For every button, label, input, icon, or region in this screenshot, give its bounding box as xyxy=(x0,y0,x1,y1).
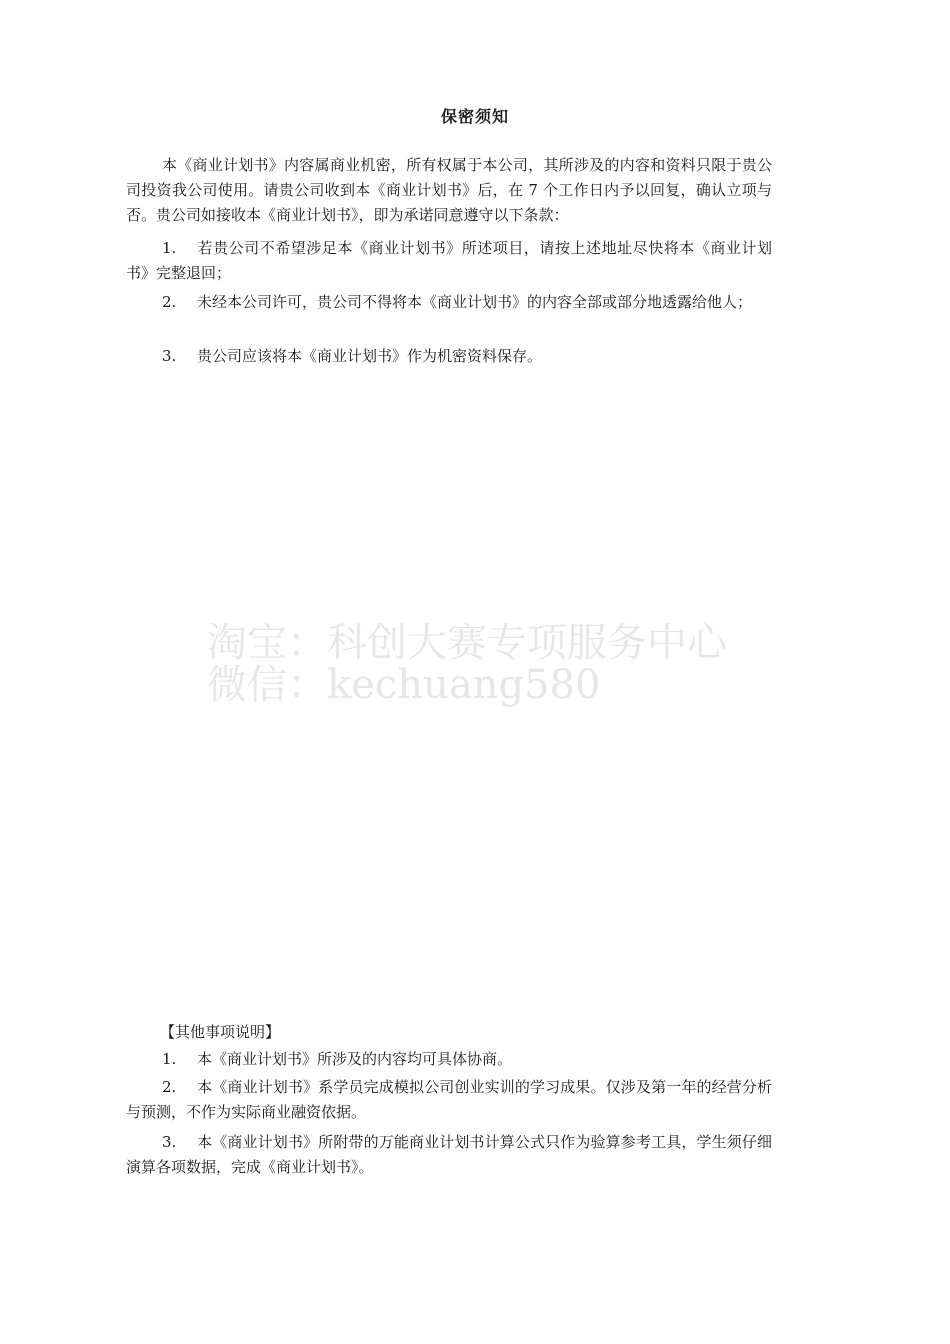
watermark-line-1: 淘宝：科创大赛专项服务中心 xyxy=(207,620,727,666)
term-number: 1. xyxy=(162,239,177,257)
page-title: 保密须知 xyxy=(440,107,509,126)
term-item-3 xyxy=(126,344,772,369)
other-item-text: 本《商业计划书》所涉及的内容均可具体协商。 xyxy=(197,1050,513,1068)
other-item-1 xyxy=(126,1047,772,1072)
other-item-number: 3. xyxy=(162,1133,177,1151)
other-item-2 xyxy=(126,1075,772,1125)
intro-paragraph: 本《商业计划书》内容属商业机密，所有权属于本公司，其所涉及的内容和资料只限于贵公司投资我公司使用。请贵公司收到本《商业计划书》后，在 7 个工作日内予以回复，确认立项与否。贵公司如接收本《商业计划书》，即为承诺同意遵守以下条款： xyxy=(126,156,772,224)
term-number: 3. xyxy=(162,347,177,365)
term-number: 2. xyxy=(162,293,177,311)
term-text: 若贵公司不希望涉足本《商业计划书》所述项目，请按上述地址尽快将本《商业计划书》完整退回； xyxy=(126,239,772,282)
other-item-3 xyxy=(126,1130,772,1180)
term-item-1 xyxy=(126,236,772,286)
term-item-2 xyxy=(126,290,772,315)
other-item-number: 2. xyxy=(162,1078,177,1096)
other-item-text: 本《商业计划书》系学员完成模拟公司创业实训的学习成果。仅涉及第一年的经营分析与预测，不作为实际商业融资依据。 xyxy=(126,1078,772,1121)
watermark-line-2: 微信：kechuang580 xyxy=(207,662,601,708)
other-item-number: 1. xyxy=(162,1050,177,1068)
other-notes-heading: 【其他事项说明】 xyxy=(160,1023,281,1041)
watermark xyxy=(207,622,727,706)
term-text: 未经本公司许可，贵公司不得将本《商业计划书》的内容全部或部分地透露给他人； xyxy=(197,293,753,311)
term-text: 贵公司应该将本《商业计划书》作为机密资料保存。 xyxy=(197,347,543,365)
other-item-text: 本《商业计划书》所附带的万能商业计划书计算公式只作为验算参考工具，学生须仔细演算各项数据，完成《商业计划书》。 xyxy=(126,1133,772,1176)
